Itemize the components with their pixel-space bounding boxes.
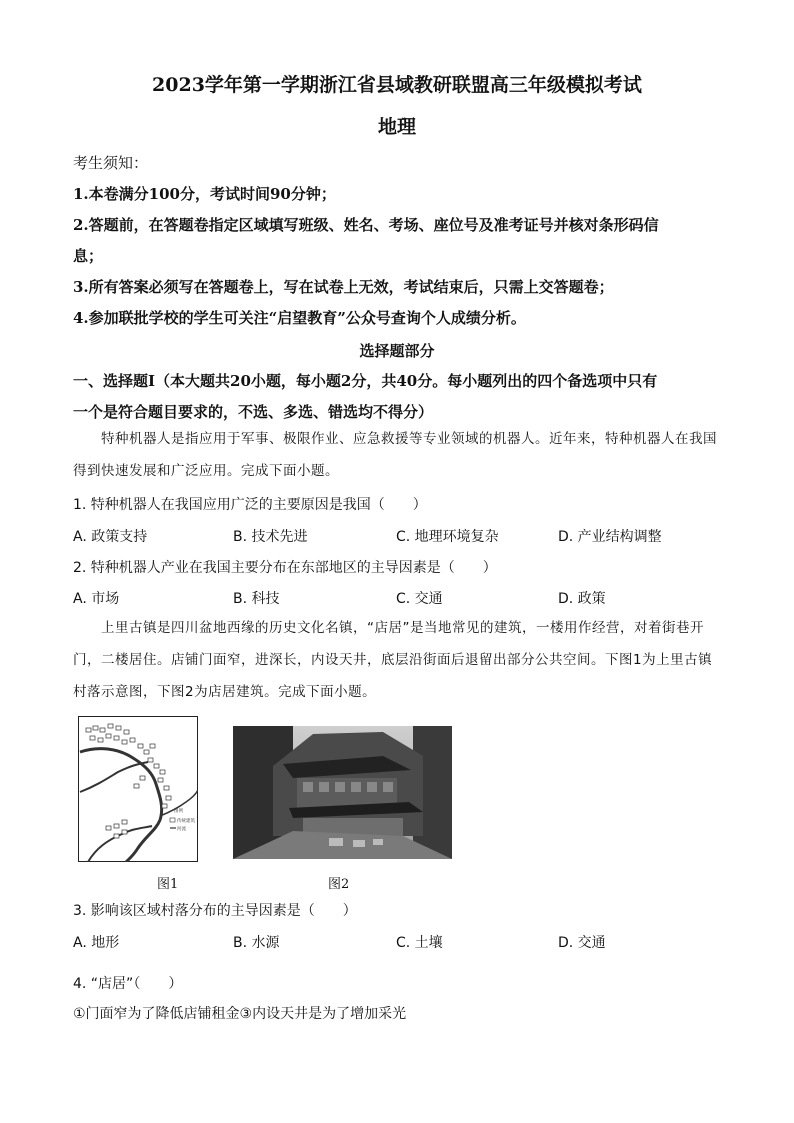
q2-option-c: C. 交通 bbox=[396, 591, 443, 607]
figure-2-caption: 图2 bbox=[328, 877, 350, 892]
q3-option-b: B. 水源 bbox=[233, 935, 280, 951]
q3-option-d: D. 交通 bbox=[558, 935, 606, 951]
q2-option-b: B. 科技 bbox=[233, 591, 280, 607]
passage-2-line-1: 上里古镇是四川盆地西缘的历史文化名镇，“店居”是当地常见的建筑，一楼用作经营，对着街巷开 bbox=[101, 620, 704, 636]
q1-option-c: C. 地理环境复杂 bbox=[396, 529, 499, 545]
q1-option-d: D. 产业结构调整 bbox=[558, 529, 662, 545]
passage-1-line-2: 得到快速发展和广泛应用。完成下面小题。 bbox=[73, 463, 339, 479]
notice-item-1: 1.本卷满分100分，考试时间90分钟； bbox=[73, 185, 336, 203]
q3-option-a: A. 地形 bbox=[73, 935, 120, 951]
notice-item-2-cont: 息； bbox=[73, 247, 104, 265]
passage-2-line-3: 村落示意图，下图2为店居建筑。完成下面小题。 bbox=[73, 684, 377, 700]
passage-1 bbox=[73, 423, 721, 487]
legend-title: 图例 bbox=[174, 809, 183, 814]
question-4-stem: 4. “店居”（ ） bbox=[73, 976, 183, 992]
figure-2-shop-residence-photo bbox=[233, 726, 452, 859]
q3-option-c: C. 土壤 bbox=[396, 935, 443, 951]
notice-heading: 考生须知： bbox=[73, 154, 149, 172]
section-instruction-1: 一、选择题Ⅰ（本大题共20小题，每小题2分，共40分。每小题列出的四个备选项中只有 bbox=[73, 372, 658, 390]
figure-1-caption: 图1 bbox=[157, 877, 179, 892]
legend-river: 河流 bbox=[177, 827, 186, 832]
figure-1-village-map bbox=[78, 716, 198, 862]
question-3-stem: 3. 影响该区域村落分布的主导因素是（ ） bbox=[73, 903, 357, 919]
notice-item-4: 4.参加联批学校的学生可关注“启望教育”公众号查询个人成绩分析。 bbox=[73, 309, 526, 327]
legend-building: 传统建筑 bbox=[177, 819, 195, 824]
section-title: 选择题部分 bbox=[359, 342, 435, 360]
notice-item-3: 3.所有答案必须写在答题卷上，写在试卷上无效，考试结束后，只需上交答题卷； bbox=[73, 278, 614, 296]
question-4-statement: ①门面窄为了降低店铺租金③内设天井是为了增加采光 bbox=[73, 1006, 407, 1022]
subject-title: 地理 bbox=[377, 116, 416, 138]
q1-option-b: B. 技术先进 bbox=[233, 529, 308, 545]
q1-option-a: A. 政策支持 bbox=[73, 529, 148, 545]
exam-title: 2023学年第一学期浙江省县域教研联盟高三年级模拟考试 bbox=[152, 74, 642, 96]
q2-option-d: D. 政策 bbox=[558, 591, 606, 607]
section-instruction-2: 一个是符合题目要求的，不选、多选、错选均不得分） bbox=[73, 403, 434, 421]
notice-item-2: 2.答题前，在答题卷指定区域填写班级、姓名、考场、座位号及准考证号并核对条形码信 bbox=[73, 216, 659, 234]
passage-1-line-1: 特种机器人是指应用于军事、极限作业、应急救援等专业领域的机器人。近年来，特种机器人在我国 bbox=[101, 431, 717, 447]
question-1-stem: 1. 特种机器人在我国应用广泛的主要原因是我国（ ） bbox=[73, 497, 427, 513]
passage-2 bbox=[73, 612, 721, 708]
q2-option-a: A. 市场 bbox=[73, 591, 120, 607]
question-2-stem: 2. 特种机器人产业在我国主要分布在东部地区的主导因素是（ ） bbox=[73, 560, 497, 576]
passage-2-line-2: 门，二楼居住。店铺门面窄，进深长，内设天井，底层沿街面后退留出部分公共空间。下图1为上里古镇 bbox=[73, 652, 713, 668]
